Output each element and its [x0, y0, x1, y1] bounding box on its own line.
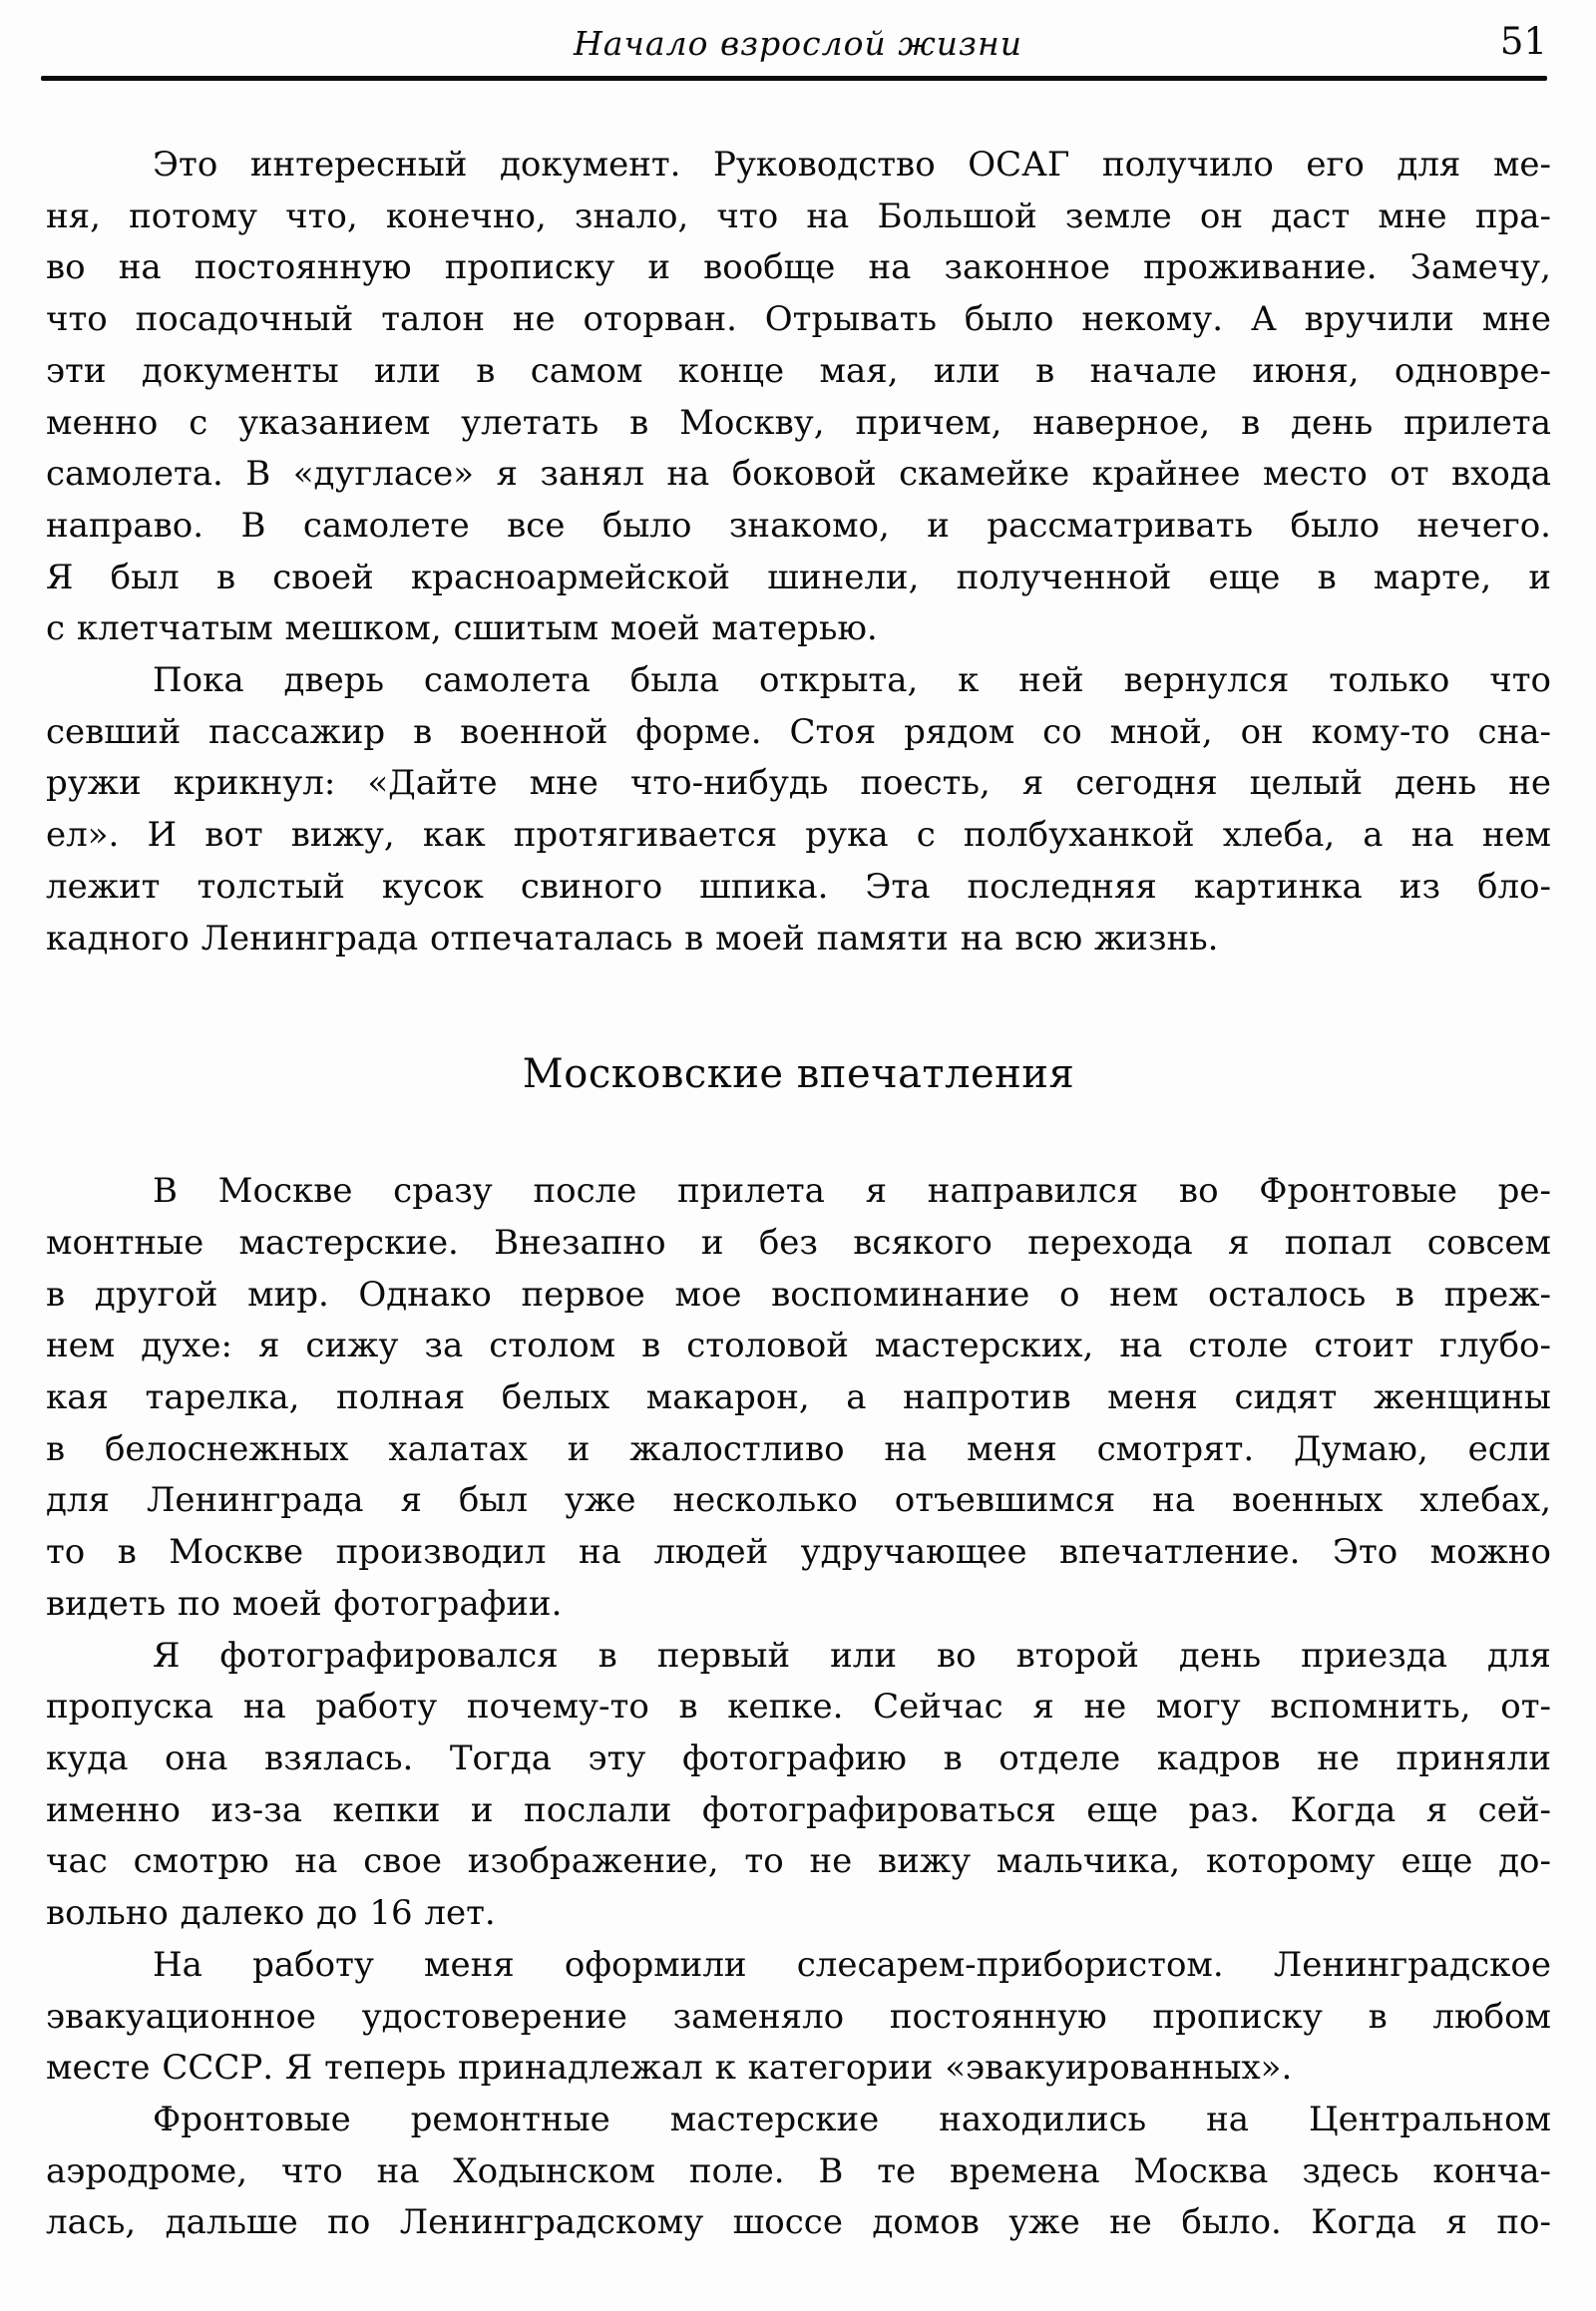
text-line: нем духе: я сижу за столом в столовой мастерских, на столе стоит глубо- [46, 1326, 1551, 1366]
text-line: ел». И вот вижу, как протягивается рука с полбуханкой хлеба, а на нем [46, 815, 1551, 856]
text-line: во на постоянную прописку и вообще на законное проживание. Замечу, [46, 247, 1551, 288]
text-line: ружи крикнул: «Дайте мне что-нибудь поесть, я сегодня целый день не [46, 763, 1551, 804]
text-line: Это интересный документ. Руководство ОСАГ получило его для ме- [153, 145, 1551, 185]
text-line: Фронтовые ремонтные мастерские находились на Центральном [153, 2099, 1551, 2139]
text-body [46, 140, 1551, 2249]
text-line: эвакуационное удостоверение заменяло постоянную прописку в любом [46, 1996, 1551, 2037]
text-line: в белоснежных халатах и жалостливо на меня смотрят. Думаю, если [46, 1428, 1551, 1469]
text-line: На работу меня оформили слесарем-прибористом. Ленинградское [153, 1944, 1551, 1985]
text-line: лась, дальше по Ленинградскому шоссе домов уже не было. Когда я по- [46, 2202, 1551, 2243]
running-header-title: Начало взрослой жизни [573, 24, 1023, 63]
paragraph [46, 2095, 1551, 2249]
text-line: В Москве сразу после прилета я направился во Фронтовые ре- [153, 1171, 1551, 1212]
text-line: месте СССР. Я теперь принадлежал к категории «эвакуированных». [46, 2048, 1293, 2089]
header-rule-divider [41, 76, 1547, 81]
section-heading: Московские впечатления [522, 1051, 1075, 1098]
running-header [0, 0, 1596, 78]
text-line: Пока дверь самолета была открыта, к ней вернулся только что [153, 660, 1551, 701]
paragraph [46, 1166, 1551, 1630]
text-line: севший пассажир в военной форме. Стоя рядом со мной, он кому-то сна- [46, 711, 1551, 752]
page-number: 51 [1499, 20, 1547, 63]
text-line: кадного Ленинграда отпечаталась в моей памяти на всю жизнь. [46, 918, 1219, 959]
text-line: монтные мастерские. Внезапно и без всякого перехода я попал совсем [46, 1222, 1551, 1263]
text-line: в другой мир. Однако первое мое воспоминание о нем осталось в преж- [46, 1274, 1551, 1315]
text-line: кая тарелка, полная белых макарон, а напротив меня сидят женщины [46, 1377, 1551, 1418]
paragraph [46, 1631, 1551, 1940]
text-line: пропуска на работу почему-то в кепке. Сейчас я не могу вспомнить, от- [46, 1687, 1551, 1728]
text-line: что посадочный талон не оторван. Отрывать было некому. А вручили мне [46, 299, 1551, 340]
paragraph [46, 1940, 1551, 2095]
text-line: менно с указанием улетать в Москву, причем, наверное, в день прилета [46, 402, 1551, 443]
text-line: Я был в своей красноармейской шинели, полученной еще в марте, и [46, 557, 1551, 597]
text-line: для Ленинграда я был уже несколько отъевшимся на военных хлебах, [46, 1480, 1551, 1521]
text-line: куда она взялась. Тогда эту фотографию в отделе кадров не приняли [46, 1737, 1551, 1778]
text-line: вольно далеко до 16 лет. [46, 1893, 496, 1934]
text-line: лежит толстый кусок свиного шпика. Эта последняя картинка из бло- [46, 866, 1551, 907]
text-line: видеть по моей фотографии. [46, 1583, 563, 1624]
text-line: то в Москве производил на людей удручающее впечатление. Это можно [46, 1532, 1551, 1573]
text-line: именно из-за кепки и послали фотографироваться еще раз. Когда я сей- [46, 1789, 1551, 1830]
text-line: направо. В самолете все было знакомо, и рассматривать было нечего. [46, 505, 1551, 546]
paragraph [46, 655, 1551, 964]
text-line: самолета. В «дугласе» я занял на боковой скамейке крайнее место от входа [46, 454, 1551, 495]
paragraph [46, 140, 1551, 655]
text-line: эти документы или в самом конце мая, или в начале июня, одновре- [46, 350, 1551, 391]
text-line: час смотрю на свое изображение, то не вижу мальчика, которому еще до- [46, 1841, 1551, 1882]
text-line: с клетчатым мешком, сшитым моей матерью. [46, 608, 878, 649]
text-line: Я фотографировался в первый или во второй день приезда для [153, 1635, 1551, 1676]
text-line: аэродроме, что на Ходынском поле. В те времена Москва здесь конча- [46, 2150, 1551, 2191]
text-line: ня, потому что, конечно, знало, что на Большой земле он даст мне пра- [46, 195, 1551, 236]
